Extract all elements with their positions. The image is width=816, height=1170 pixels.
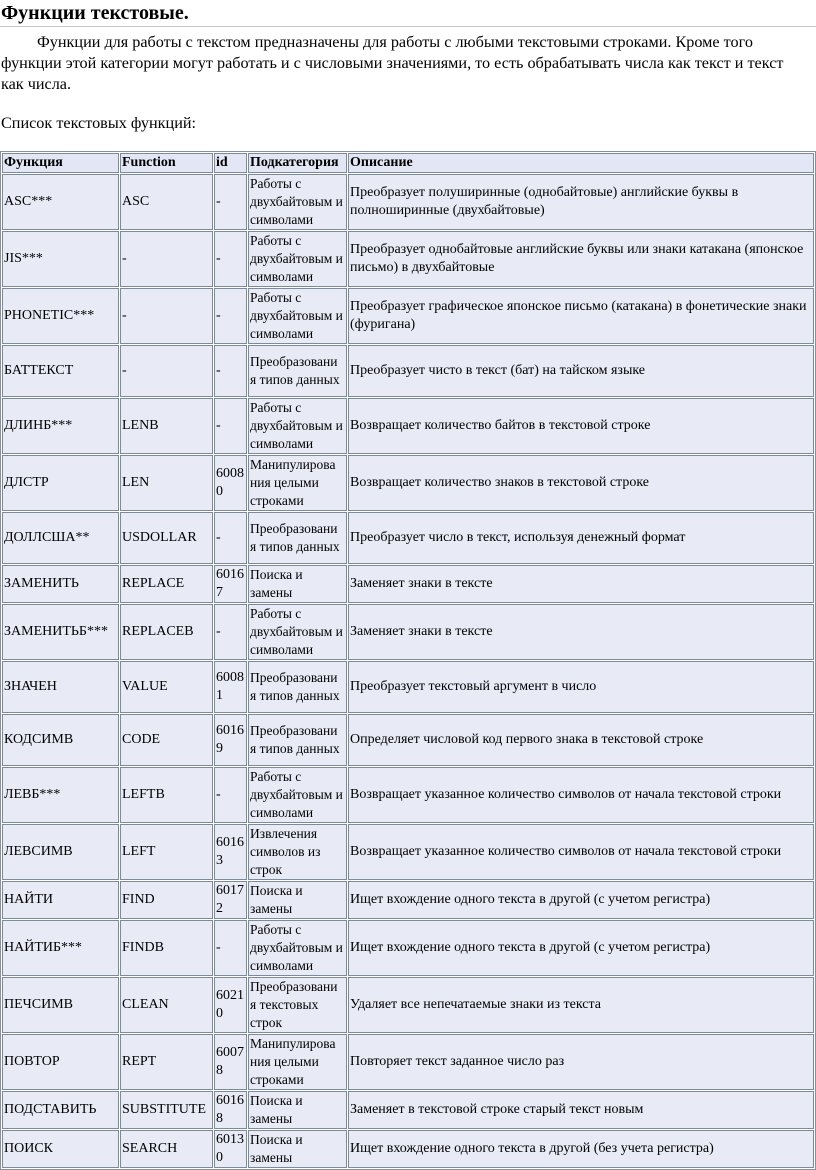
- cell-subcategory: Поиска и замены: [248, 1091, 347, 1129]
- cell-function-en: FIND: [120, 881, 213, 919]
- functions-table: [0, 151, 816, 1170]
- cell-id: 60168: [214, 1091, 247, 1129]
- header-id: id: [214, 153, 247, 173]
- cell-function-en: CODE: [120, 714, 213, 766]
- intro-paragraph: Функции для работы с текстом предназначены для работы с любыми текстовыми строками. Кроме того функции этой категории могут работать и с числовыми значениями, то есть обрабатывать числа как текст и текст как числа.: [1, 33, 784, 93]
- cell-function-ru: ДЛСТР: [2, 455, 119, 511]
- table-row: [2, 345, 814, 397]
- cell-description: Определяет числовой код первого знака в текстовой строке: [348, 714, 814, 766]
- cell-description: Возвращает количество знаков в текстовой строке: [348, 455, 814, 511]
- cell-function-ru: PHONETIC***: [2, 288, 119, 344]
- table-row: [2, 455, 814, 511]
- cell-subcategory: Преобразовани я типов данных: [248, 714, 347, 766]
- title-divider: [0, 26, 816, 27]
- cell-subcategory: Работы с двухбайтовым и символами: [248, 288, 347, 344]
- cell-subcategory: Поиска и замены: [248, 565, 347, 603]
- table-header-row: [2, 153, 814, 173]
- cell-subcategory: Преобразовани я типов данных: [248, 345, 347, 397]
- table-row: [2, 512, 814, 564]
- cell-function-en: REPLACEB: [120, 604, 213, 660]
- table-row: [2, 661, 814, 713]
- header-function-en: Function: [120, 153, 213, 173]
- cell-subcategory: Поиска и замены: [248, 1130, 347, 1168]
- cell-function-ru: ЛЕВБ***: [2, 767, 119, 823]
- cell-description: Ищет вхождение одного текста в другой (без учета регистра): [348, 1130, 814, 1168]
- cell-description: Заменяет знаки в тексте: [348, 565, 814, 603]
- cell-function-ru: ПОДСТАВИТЬ: [2, 1091, 119, 1129]
- cell-function-en: LEN: [120, 455, 213, 511]
- cell-description: Возвращает указанное количество символов от начала текстовой строки: [348, 767, 814, 823]
- cell-function-en: SEARCH: [120, 1130, 213, 1168]
- cell-function-ru: ПОИСК: [2, 1130, 119, 1168]
- cell-function-ru: НАЙТИБ***: [2, 920, 119, 976]
- cell-function-en: ASC: [120, 174, 213, 230]
- cell-function-en: LEFTB: [120, 767, 213, 823]
- cell-function-ru: ДЛИНБ***: [2, 398, 119, 454]
- cell-function-en: -: [120, 288, 213, 344]
- cell-description: Удаляет все непечатаемые знаки из текста: [348, 977, 814, 1033]
- table-row: [2, 1091, 814, 1129]
- cell-subcategory: Работы с двухбайтовым и символами: [248, 174, 347, 230]
- cell-id: 60167: [214, 565, 247, 603]
- table-row: [2, 824, 814, 880]
- cell-subcategory: Работы с двухбайтовым и символами: [248, 767, 347, 823]
- list-caption: Список текстовых функций:: [1, 114, 197, 132]
- cell-description: Преобразует графическое японское письмо (катакана) в фонетические знаки (фуригана): [348, 288, 814, 344]
- cell-function-ru: ASC***: [2, 174, 119, 230]
- cell-function-ru: ПЕЧСИМВ: [2, 977, 119, 1033]
- cell-id: 60130: [214, 1130, 247, 1168]
- cell-function-en: -: [120, 345, 213, 397]
- cell-id: -: [214, 174, 247, 230]
- cell-description: Преобразует число в текст, используя денежный формат: [348, 512, 814, 564]
- cell-function-ru: ЗНАЧЕН: [2, 661, 119, 713]
- table-row: [2, 174, 814, 230]
- table-row: [2, 231, 814, 287]
- table-row: [2, 604, 814, 660]
- cell-function-ru: ПОВТОР: [2, 1034, 119, 1090]
- cell-description: Возвращает количество байтов в текстовой строке: [348, 398, 814, 454]
- cell-id: 60080: [214, 455, 247, 511]
- page-title: Функции текстовые.: [1, 2, 189, 24]
- cell-id: -: [214, 767, 247, 823]
- cell-function-en: VALUE: [120, 661, 213, 713]
- cell-description: Ищет вхождение одного текста в другой (с учетом регистра): [348, 920, 814, 976]
- cell-function-ru: ЗАМЕНИТЬБ***: [2, 604, 119, 660]
- cell-description: Преобразует чисто в текст (бат) на тайском языке: [348, 345, 814, 397]
- cell-function-en: REPT: [120, 1034, 213, 1090]
- header-subcategory: Подкатегория: [248, 153, 347, 173]
- table-row: [2, 398, 814, 454]
- header-function-ru: Функция: [2, 153, 119, 173]
- cell-subcategory: Манипулирова ния целыми строками: [248, 455, 347, 511]
- cell-id: 60163: [214, 824, 247, 880]
- table-row: [2, 1034, 814, 1090]
- cell-function-en: -: [120, 231, 213, 287]
- table-row: [2, 288, 814, 344]
- cell-function-en: REPLACE: [120, 565, 213, 603]
- cell-description: Преобразует однобайтовые английские буквы или знаки катакана (японское письмо) в двухбайтовые: [348, 231, 814, 287]
- cell-description: Возвращает указанное количество символов от начала текстовой строки: [348, 824, 814, 880]
- table-row: [2, 920, 814, 976]
- cell-description: Заменяет знаки в тексте: [348, 604, 814, 660]
- cell-description: Преобразует текстовый аргумент в число: [348, 661, 814, 713]
- cell-subcategory: Преобразовани я типов данных: [248, 661, 347, 713]
- cell-function-ru: JIS***: [2, 231, 119, 287]
- cell-function-ru: БАТТЕКСТ: [2, 345, 119, 397]
- cell-subcategory: Работы с двухбайтовым и символами: [248, 604, 347, 660]
- cell-function-en: LEFT: [120, 824, 213, 880]
- header-description: Описание: [348, 153, 814, 173]
- cell-id: 60169: [214, 714, 247, 766]
- cell-id: 60172: [214, 881, 247, 919]
- cell-function-ru: ЛЕВСИМВ: [2, 824, 119, 880]
- cell-id: -: [214, 288, 247, 344]
- cell-id: -: [214, 512, 247, 564]
- cell-id: -: [214, 604, 247, 660]
- cell-function-en: LENB: [120, 398, 213, 454]
- cell-subcategory: Преобразовани я типов данных: [248, 512, 347, 564]
- cell-id: -: [214, 345, 247, 397]
- cell-subcategory: Преобразовани я текстовых строк: [248, 977, 347, 1033]
- cell-function-ru: НАЙТИ: [2, 881, 119, 919]
- cell-description: Повторяет текст заданное число раз: [348, 1034, 814, 1090]
- cell-id: -: [214, 231, 247, 287]
- table-row: [2, 977, 814, 1033]
- cell-function-ru: ЗАМЕНИТЬ: [2, 565, 119, 603]
- cell-id: 60081: [214, 661, 247, 713]
- table-row: [2, 881, 814, 919]
- cell-function-ru: ДОЛЛСША**: [2, 512, 119, 564]
- cell-subcategory: Манипулирова ния целыми строками: [248, 1034, 347, 1090]
- cell-description: Заменяет в текстовой строке старый текст новым: [348, 1091, 814, 1129]
- cell-function-en: CLEAN: [120, 977, 213, 1033]
- cell-subcategory: Поиска и замены: [248, 881, 347, 919]
- table-row: [2, 1130, 814, 1168]
- cell-description: Ищет вхождение одного текста в другой (с учетом регистра): [348, 881, 814, 919]
- cell-id: -: [214, 920, 247, 976]
- table-row: [2, 714, 814, 766]
- cell-subcategory: Работы с двухбайтовым и символами: [248, 398, 347, 454]
- cell-subcategory: Работы с двухбайтовым и символами: [248, 920, 347, 976]
- cell-function-en: USDOLLAR: [120, 512, 213, 564]
- table-row: [2, 767, 814, 823]
- cell-subcategory: Работы с двухбайтовым и символами: [248, 231, 347, 287]
- cell-function-en: SUBSTITUTE: [120, 1091, 213, 1129]
- cell-description: Преобразует полуширинные (однобайтовые) английские буквы в полноширинные (двухбайтовые): [348, 174, 814, 230]
- table-row: [2, 565, 814, 603]
- cell-id: -: [214, 398, 247, 454]
- cell-subcategory: Извлечения символов из строк: [248, 824, 347, 880]
- cell-id: 60078: [214, 1034, 247, 1090]
- cell-function-en: FINDB: [120, 920, 213, 976]
- cell-id: 60210: [214, 977, 247, 1033]
- cell-function-ru: КОДСИМВ: [2, 714, 119, 766]
